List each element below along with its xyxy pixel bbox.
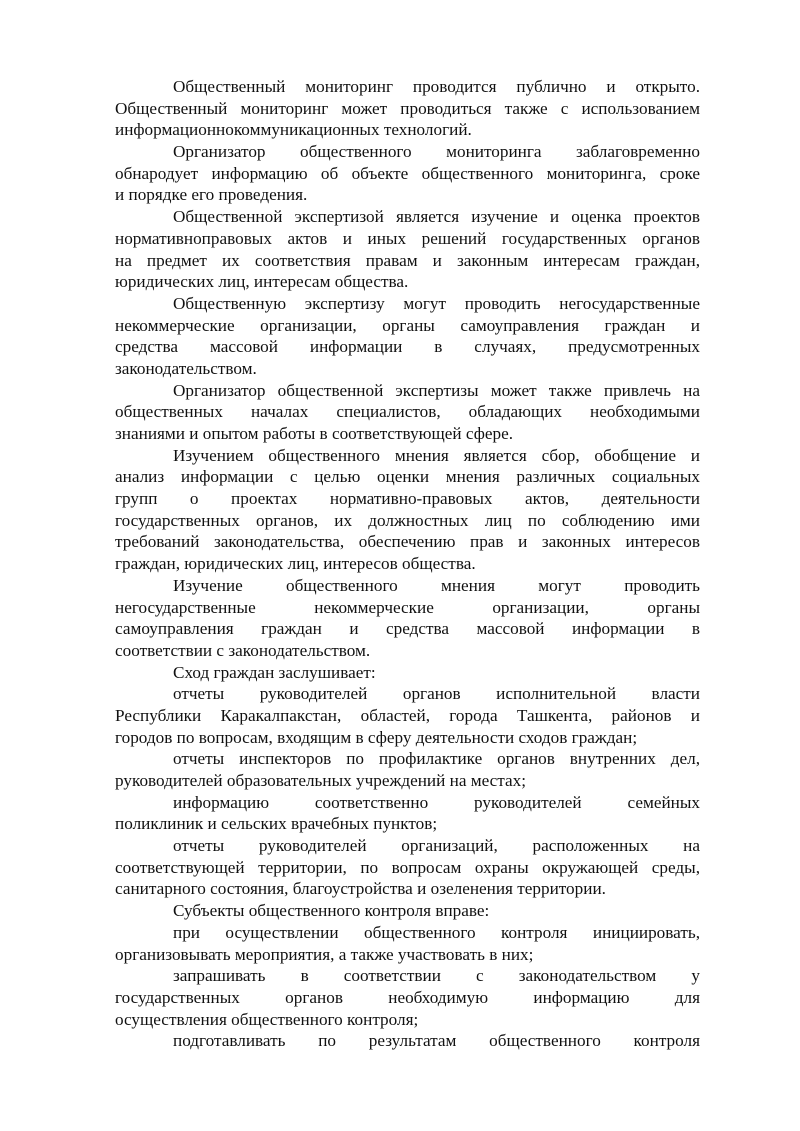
paragraph (115, 141, 700, 206)
paragraph-line: средства массовой информации в случаях, предусмотренных (115, 337, 700, 357)
paragraph-line: руководителей образовательных учреждений на местах; (115, 771, 527, 790)
paragraph-line: негосударственные некоммерческие организации, органы (115, 597, 700, 617)
paragraph-line: Субъекты общественного контроля вправе: (173, 901, 490, 921)
paragraph-line: анализ информации с целью оценки мнения различных социальных (115, 467, 700, 487)
paragraph-line: Общественный мониторинг проводится публично и открыто. (173, 77, 700, 96)
paragraph-line: подготавливать по результатам общественного контроля (173, 1031, 700, 1051)
paragraph (115, 900, 700, 922)
paragraph (115, 922, 700, 965)
paragraph-line: осуществления общественного контроля; (115, 1009, 419, 1029)
paragraph (115, 380, 700, 445)
paragraph-line: некоммерческие организации, органы самоуправления граждан и (115, 315, 700, 335)
paragraph-line: поликлиник и сельских врачебных пунктов; (115, 814, 438, 834)
paragraph (115, 575, 700, 662)
paragraph-line: Общественный мониторинг может проводиться также с использованием (115, 98, 700, 118)
paragraph-line: запрашивать в соответствии с законодательством у (173, 966, 700, 986)
paragraph-line: информационнокоммуникационных технологий. (115, 120, 472, 140)
document-body (115, 76, 700, 1052)
paragraph-line: нормативноправовых актов и иных решений государственных органов (115, 228, 700, 248)
paragraph-line: при осуществлении общественного контроля инициировать, (173, 922, 700, 942)
paragraph-line: Сход граждан заслушивает: (173, 662, 376, 682)
paragraph-line: и порядке его проведения. (115, 185, 308, 205)
paragraph-line: общественных началах специалистов, обладающих необходимыми (115, 402, 700, 422)
paragraph (115, 1030, 700, 1052)
paragraph-line: Организатор общественной экспертизы может также привлечь на (173, 380, 700, 400)
paragraph-line: Изучением общественного мнения является сбор, обобщение и (173, 445, 700, 465)
paragraph-line: соответствующей территории, по вопросам охраны окружающей среды, (115, 857, 700, 877)
paragraph (115, 965, 700, 1030)
paragraph (115, 835, 700, 900)
paragraph (115, 445, 700, 575)
paragraph-line: городов по вопросам, входящим в сферу деятельности сходов граждан; (115, 727, 638, 747)
paragraph-line: Изучение общественного мнения могут проводить (173, 575, 700, 595)
paragraph (115, 76, 700, 141)
paragraph-line: информацию соответственно руководителей семейных (173, 792, 700, 812)
paragraph-line: на предмет их соответствия правам и законным интересам граждан, (115, 250, 700, 270)
paragraph-line: знаниями и опытом работы в соответствующей сфере. (115, 424, 513, 443)
paragraph-line: законодательством. (115, 358, 257, 378)
paragraph-line: Республики Каракалпакстан, областей, города Ташкента, районов и (115, 705, 700, 725)
paragraph-line: соответствии с законодательством. (115, 640, 371, 660)
paragraph (115, 206, 700, 293)
paragraph-line: граждан, юридических лиц, интересов общества. (115, 554, 476, 574)
paragraph-line: Организатор общественного мониторинга заблаговременно (173, 142, 700, 162)
paragraph-line: самоуправления граждан и средства массовой информации в (115, 619, 700, 639)
paragraph (115, 748, 700, 791)
paragraph-line: юридических лиц, интересам общества. (115, 272, 409, 292)
paragraph (115, 683, 700, 748)
paragraph-line: санитарного состояния, благоустройства и озеленения территории. (115, 879, 606, 899)
paragraph (115, 792, 700, 835)
paragraph-line: отчеты инспекторов по профилактике органов внутренних дел, (173, 749, 700, 769)
paragraph-line: Общественной экспертизой является изучение и оценка проектов (173, 207, 700, 227)
paragraph-line: Общественную экспертизу могут проводить негосударственные (173, 293, 700, 313)
paragraph-line: обнародует информацию об объекте общественного мониторинга, сроке (115, 163, 700, 183)
paragraph-line: государственных органов необходимую информацию для (115, 987, 700, 1007)
paragraph (115, 293, 700, 380)
paragraph-line: государственных органов, их должностных лиц по соблюдению ими (115, 510, 700, 530)
paragraph-line: групп о проектах нормативно-правовых актов, деятельности (115, 489, 700, 509)
paragraph (115, 662, 700, 684)
paragraph-line: отчеты руководителей организаций, расположенных на (173, 836, 700, 856)
paragraph-line: организовывать мероприятия, а также участвовать в них; (115, 944, 534, 964)
paragraph-line: отчеты руководителей органов исполнительной власти (173, 684, 700, 704)
paragraph-line: требований законодательства, обеспечению прав и законных интересов (115, 532, 700, 552)
